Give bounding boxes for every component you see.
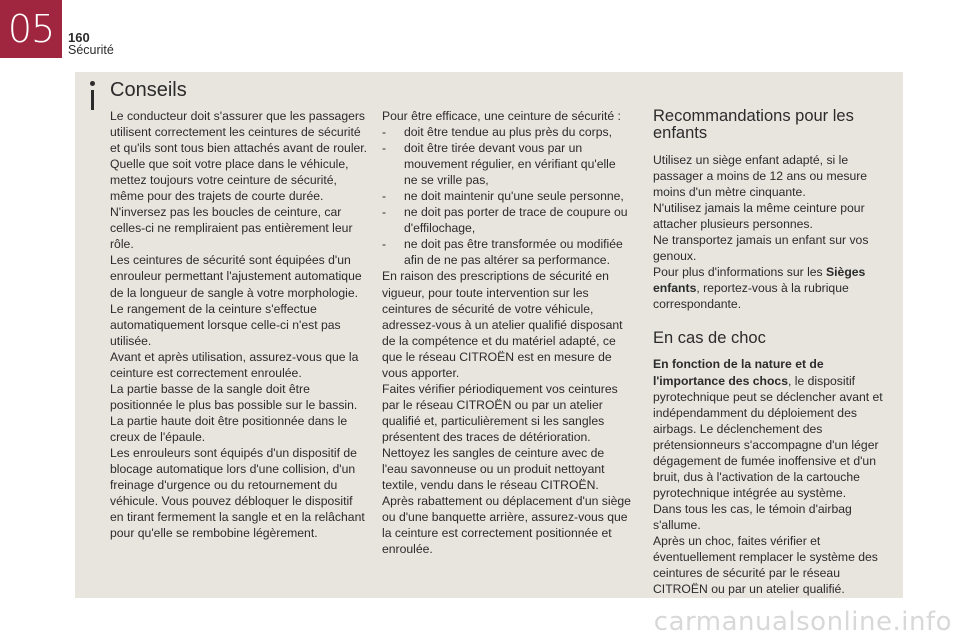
conseils-paragraph: La partie haute doit être positionnée dans le creux de l'épaule.: [110, 413, 348, 444]
watermark: carmanualsonline.info: [653, 607, 952, 637]
conseils-title: Conseils: [110, 79, 187, 101]
page-section: Sécurité: [68, 43, 114, 57]
conseils-paragraph: Quelle que soit votre place dans le véhicule, mettez toujours votre ceinture de sécurité, même pour des trajets de courte durée.: [110, 157, 349, 204]
conseils-paragraph: Le conducteur doit s'assurer que les passagers utilisent correctement les ceintures de sécurité et qu'ils sont tous bien attachés avant de rouler.: [110, 109, 368, 156]
list-item-text: doit être tirée devant vous par un mouvement régulier, en vérifiant qu'elle ne se vrille pas,: [404, 141, 616, 188]
conseils-paragraph: La partie basse de la sangle doit être positionnée le plus bas possible sur le bassin.: [110, 381, 358, 412]
list-item: [382, 188, 632, 204]
child-seat-reference: [653, 264, 885, 312]
reference-prefix: Pour plus d'informations sur les: [653, 265, 827, 280]
conseils-paragraph: Les ceintures de sécurité sont équipées d'un enrouleur permettant l'ajustement automatique de la longueur de sangle à votre morphologie. Le rangement de la ceinture s'effectue automatiquement lorsque celle-ci n'est pas utilisée.: [110, 253, 362, 348]
conseils-paragraph: En raison des prescriptions de sécurité en vigueur, pour toute intervention sur les ceintures de sécurité de votre véhicule, adressez-vous à un atelier qualifié disposant de la compétence et du matériel adapté, ce que le réseau CITROËN est en mesure de vous apporter.: [382, 269, 623, 380]
list-item-text: doit être tendue au plus près du corps,: [404, 125, 612, 140]
list-item: [382, 124, 632, 140]
page-number: 160: [68, 30, 90, 45]
belt-requirements-intro: Pour être efficace, une ceinture de sécurité :: [382, 109, 621, 123]
choc-paragraph: Après un choc, faites vérifier et éventuellement remplacer le système des ceintures de sécurité par le réseau CITROËN ou par un atelier qualifié.: [653, 533, 878, 597]
list-item: [382, 140, 632, 188]
list-item: [382, 236, 632, 268]
list-item-text: ne doit maintenir qu'une seule personne,: [404, 189, 624, 204]
list-item-text: ne doit pas être transformée ou modifiée afin de ne pas altérer sa performance.: [404, 237, 623, 268]
choc-intro: [653, 356, 885, 500]
choc-intro-bold: En fonction de la nature et de l'importance des chocs: [653, 357, 824, 388]
list-dash: -: [382, 189, 387, 204]
conseils-column-2: [382, 108, 632, 557]
reference-suffix: , reportez-vous à la rubrique correspondante.: [653, 281, 849, 312]
conseils-paragraph: Nettoyez les sangles de ceinture avec de l'eau savonneuse ou un produit nettoyant textile, vendu dans le réseau CITROËN.: [382, 445, 605, 493]
list-dash: -: [382, 237, 387, 252]
choc-paragraph: Dans tous les cas, le témoin d'airbag s'allume.: [653, 501, 852, 532]
conseils-column-1: [110, 108, 368, 541]
list-item-text: ne doit pas porter de trace de coupure ou d'effilochage,: [404, 205, 628, 236]
list-item: [382, 204, 632, 236]
list-dash: -: [382, 141, 387, 156]
choc-title: En cas de choc: [653, 329, 766, 348]
conseils-paragraph: Après rabattement ou déplacement d'un siège ou d'une banquette arrière, assurez-vous que la ceinture est correctement positionnée et enroulée.: [382, 494, 631, 557]
recommandations-paragraph: N'utilisez jamais la même ceinture pour attacher plusieurs personnes.: [653, 201, 865, 232]
conseils-paragraph: Faites vérifier périodiquement vos ceintures par le réseau CITROËN ou par un atelier qualifié et, particulièrement si les sangles présentent des traces de détérioration.: [382, 381, 618, 444]
list-dash: -: [382, 125, 387, 140]
conseils-paragraph: Les enrouleurs sont équipés d'un dispositif de blocage automatique lors d'une collision, d'un freinage d'urgence ou du retournement du véhicule. Vous pouvez débloquer le dispositif en tirant fermement la sangle et en la relâchant pour qu'elle se rembobine légèrement.: [110, 445, 365, 541]
recommandations-paragraph: Ne transportez jamais un enfant sur vos genoux.: [653, 233, 869, 264]
conseils-paragraph: N'inversez pas les boucles de ceinture, car celles-ci ne rempliraient pas entièrement leur rôle.: [110, 205, 353, 252]
conseils-paragraph: Avant et après utilisation, assurez-vous que la ceinture est correctement enroulée.: [110, 349, 359, 380]
recommandations-title: Recommandations pour les enfants: [653, 107, 854, 142]
recommandations-paragraph: Utilisez un siège enfant adapté, si le passager a moins de 12 ans ou mesure moins d'un mètre cinquante.: [653, 153, 868, 200]
info-icon: [87, 81, 99, 111]
list-dash: -: [382, 205, 387, 220]
right-column: [653, 108, 885, 597]
chapter-tab: 05: [0, 0, 62, 58]
choc-intro-text: , le dispositif pyrotechnique peut se déclencher avant et indépendamment du déploiement des airbags. Le déclenchement des prétensionneurs s'accompagne d'un léger dégagement de fumée inoffensive et d'un bruit, dus à l'activation de la cartouche pyrotechnique intégrée au système.: [653, 373, 883, 500]
child-seats-link-text: Sièges enfants: [653, 265, 866, 296]
